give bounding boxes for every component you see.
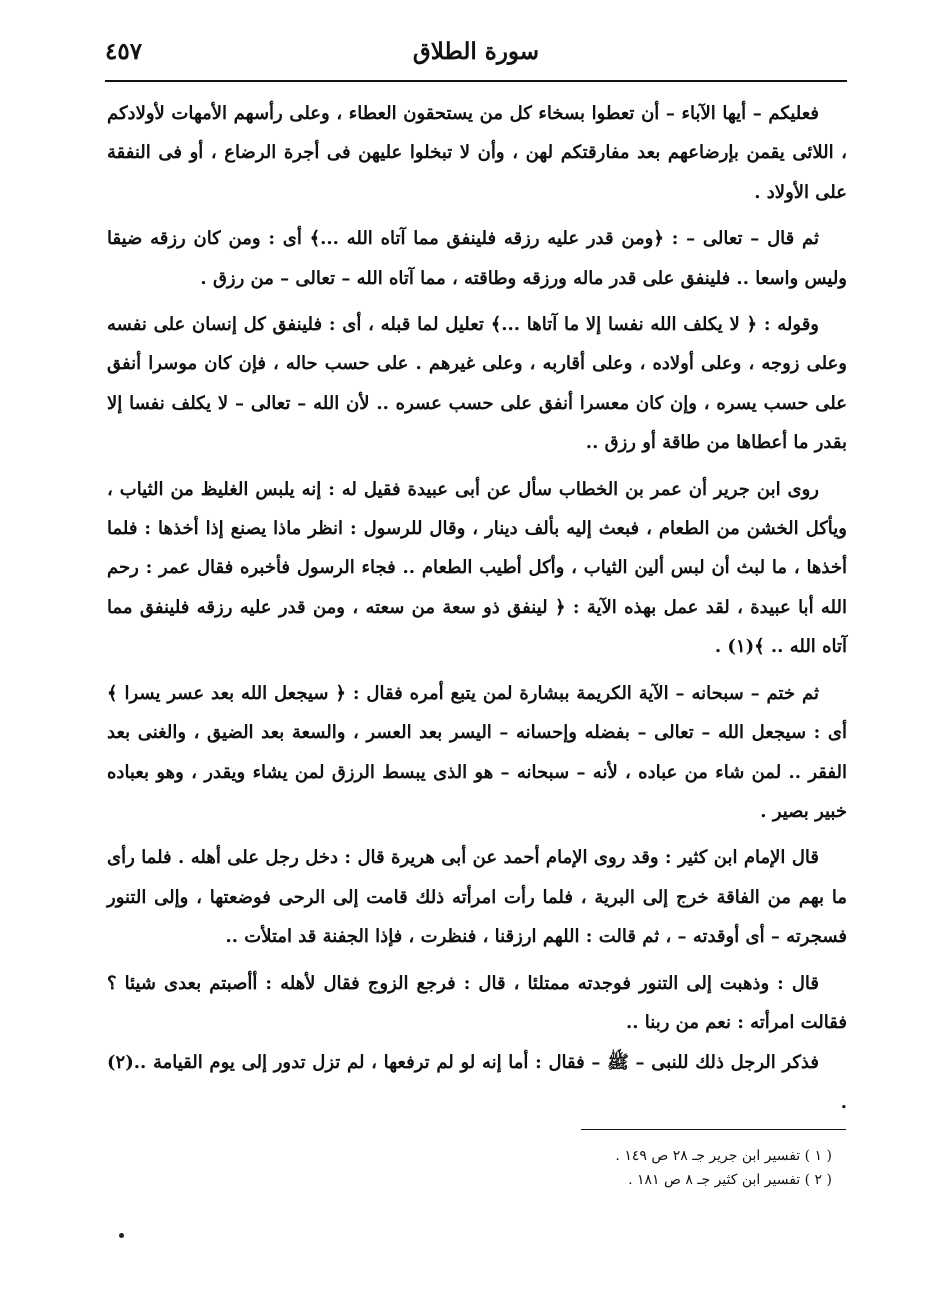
footnotes bbox=[402, 1144, 832, 1192]
paragraph: ثم ختم – سبحانه – الآية الكريمة ببشارة لمن يتبع أمره فقال : ﴿ سيجعل الله بعد عسر يسرا ﴾ أى : سيجعل الله – تعالى – بفضله وإحسانه – اليسر بعد العسر ، والسعة بعد الضيق ، والغنى بعد الفقر .. لمن شاء من عباده ، لأنه – سبحانه – هو الذى يبسط الرزق لمن يشاء ويقدر ، وهو بعباده خبير بصير . bbox=[107, 682, 847, 822]
paragraph: فعليكم – أيها الآباء – أن تعطوا بسخاء كل من يستحقون العطاء ، وعلى رأسهم الأمهات لأولادكم ، اللائى يقمن بإرضاعهم بعد مفارقتكم لهن ، وأن لا تبخلوا عليهن فى أجرة الرضاع ، أو فى النفقة على الأولاد . bbox=[107, 103, 847, 203]
page-header bbox=[105, 30, 847, 82]
scan-speck bbox=[119, 1233, 124, 1238]
paragraph: قال : وذهبت إلى التنور فوجدته ممتلئا ، قال : فرجع الزوج فقال لأهله : أأصبتم بعدى شيئا ؟ فقالت امرأته : نعم من ربنا .. bbox=[107, 972, 847, 1033]
page-number: ٤٥٧ bbox=[105, 38, 143, 65]
paragraph: وقوله : ﴿ لا يكلف الله نفسا إلا ما آتاها ...﴾ تعليل لما قبله ، أى : فلينفق كل إنسان على نفسه وعلى زوجه ، وعلى أولاده ، وعلى أقاربه ، وعلى غيرهم . على حسب حاله ، فإن كان موسرا أنفق على حسب يسره ، وإن كان معسرا أنفق على حسب عسره .. لأن الله – تعالى – لا يكلف نفسا إلا بقدر ما أعطاها من طاقة أو رزق .. bbox=[107, 314, 847, 454]
footnote-1: ( ١ ) تفسير ابن جرير جـ ٢٨ ص ١٤٩ . bbox=[615, 1148, 832, 1164]
surah-title: سورة الطلاق bbox=[412, 38, 540, 65]
page-body bbox=[107, 94, 847, 1129]
footnote-2: ( ٢ ) تفسير ابن كثير جـ ٨ ص ١٨١ . bbox=[628, 1172, 832, 1188]
paragraph: ثم قال – تعالى – : ﴿ومن قدر عليه رزقه فلينفق مما آتاه الله ...﴾ أى : ومن كان رزقه ضيقا وليس واسعا .. فلينفق على قدر ماله ورزقه وطاقته ، مما آتاه الله – تعالى – من رزق . bbox=[107, 228, 847, 289]
paragraph: روى ابن جرير أن عمر بن الخطاب سأل عن أبى عبيدة فقيل له : إنه يلبس الغليظ من الثياب ، ويأكل الخشن من الطعام ، فبعث إليه بألف دينار ، وقال للرسول : انظر ماذا يصنع إذا أخذها : فلما أخذها ، ما لبث أن لبس ألين الثياب ، وأكل أطيب الطعام .. فجاء الرسول فأخبره فقال عمر : رحم الله أبا عبيدة ، لقد عمل بهذه الآية : ﴿ لينفق ذو سعة من سعته ، ومن قدر عليه رزقه فلينفق مما آتاه الله .. ﴾(١) . bbox=[107, 478, 847, 658]
paragraph: فذكر الرجل ذلك للنبى – ﷺ – فقال : أما إنه لو لم ترفعها ، لم تزل تدور إلى يوم القيامة ..(٢) . bbox=[107, 1052, 847, 1113]
footnote-separator bbox=[581, 1129, 846, 1130]
paragraph: قال الإمام ابن كثير : وقد روى الإمام أحمد عن أبى هريرة قال : دخل رجل على أهله . فلما رأى ما بهم من الفاقة خرج إلى البرية ، فلما رأت امرأته ذلك قامت إلى الرحى فوضعتها ، وإلى التنور فسجرته – أى أوقدته – ، ثم قالت : اللهم ارزقنا ، فنظرت ، فإذا الجفنة قد امتلأت .. bbox=[107, 847, 847, 948]
